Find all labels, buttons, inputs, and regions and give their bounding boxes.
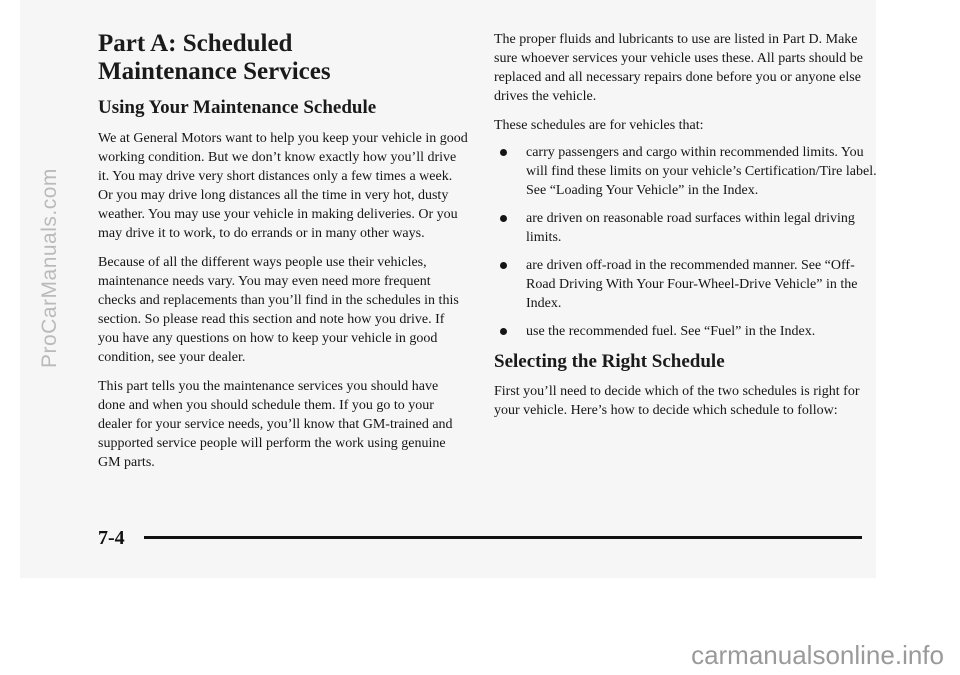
manual-page xyxy=(20,0,876,578)
paragraph-fluids: The proper fluids and lubricants to use are listed in Part D. Make sure whoever services your vehicle uses these. All parts should be replaced and all necessary repairs done before you or anyone else drives the vehicle. xyxy=(494,32,863,104)
list-item xyxy=(494,322,879,341)
list-item-text: are driven on reasonable road surfaces within legal driving limits. xyxy=(526,211,855,245)
list-item xyxy=(494,209,879,247)
paragraph-intro: We at General Motors want to help you keep your vehicle in good working condition. But we don’t know exactly how you’ll drive it. You may drive very short distances only a few times a week. Or you may drive long distances all the time in very hot, dusty weather. You may use your vehicle in making deliveries. Or you may drive it to work, to do errands or in many other ways. xyxy=(98,131,468,241)
bullet-icon xyxy=(500,149,507,156)
section-title xyxy=(98,30,468,86)
left-column xyxy=(98,30,468,472)
page-number: 7-4 xyxy=(98,527,125,549)
bullet-icon xyxy=(500,262,507,269)
list-item xyxy=(494,143,879,200)
section-title-line2: Maintenance Services xyxy=(98,58,331,85)
paragraph-this-part: This part tells you the maintenance services you should have done and when you should schedule them. If you go to your dealer for your service needs, you’ll know that GM-trained and supported service people will perform the work using genuine GM parts. xyxy=(98,379,453,470)
list-item xyxy=(494,256,879,313)
footer-divider xyxy=(144,536,862,539)
section-title-line1: Part A: Scheduled xyxy=(98,30,293,57)
list-item-text: carry passengers and cargo within recommended limits. You will find these limits on your vehicle’s Certification/Tire label. See “Loading Your Vehicle” in the Index. xyxy=(526,145,877,198)
bullet-icon xyxy=(500,215,507,222)
paragraph-decide: First you’ll need to decide which of the two schedules is right for your vehicle. Here’s how to decide which schedule to follow: xyxy=(494,384,860,418)
conditions-list xyxy=(494,143,879,341)
bottom-watermark: carmanualsonline.info xyxy=(691,640,944,670)
paragraph-needs-vary: Because of all the different ways people use their vehicles, maintenance needs vary. You may even need more frequent checks and replacements than you’ll find in the schedules in this section. So please read this section and note how you drive. If you have any questions on how to keep your vehicle in good condition, see your dealer. xyxy=(98,255,459,365)
subheading-selecting-schedule: Selecting the Right Schedule xyxy=(494,351,725,372)
side-watermark: ProCarManuals.com xyxy=(38,168,61,368)
bullet-icon xyxy=(500,328,507,335)
list-item-text: are driven off-road in the recommended manner. See “Off-Road Driving With Your Four-Wheel-Drive Vehicle” in the Index. xyxy=(526,258,858,311)
list-item-text: use the recommended fuel. See “Fuel” in the Index. xyxy=(526,324,816,339)
right-column xyxy=(494,30,879,420)
subheading-using-schedule: Using Your Maintenance Schedule xyxy=(98,97,377,118)
paragraph-schedules-for: These schedules are for vehicles that: xyxy=(494,118,704,133)
